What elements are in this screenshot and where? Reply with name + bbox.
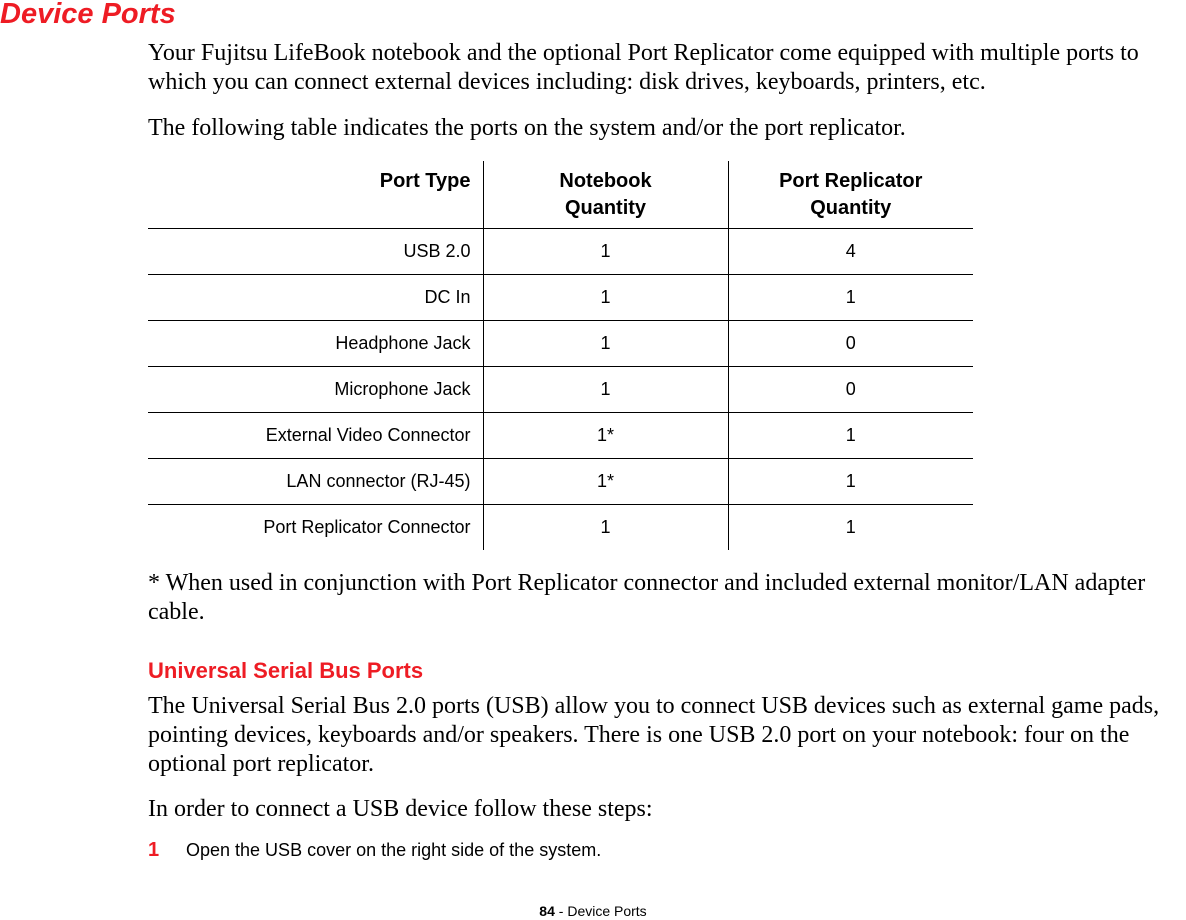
table-row: [148, 458, 973, 504]
table-row: [148, 228, 973, 274]
footnote-line-2: cable.: [148, 599, 205, 625]
footer-separator: -: [554, 903, 568, 919]
cell-replicator-quantity: 0: [845, 378, 856, 399]
cell-notebook-quantity: 1: [483, 366, 728, 412]
cell-port-type: Microphone Jack: [334, 378, 471, 399]
cell-replicator-quantity: 1: [845, 470, 856, 491]
cell-notebook-quantity: 1*: [483, 412, 728, 458]
table-intro-paragraph: The following table indicates the ports on the system and/or the port replicator.: [148, 115, 906, 141]
usb-paragraph-line-1: The Universal Serial Bus 2.0 ports (USB) allow you to connect USB devices such as external game pads,: [148, 693, 1160, 719]
cell-notebook-quantity: 1*: [483, 458, 728, 504]
footnote-line-1: * When used in conjunction with Port Replicator connector and included external monitor/LAN adapter: [148, 570, 1146, 596]
header-replicator-quantity: Port Replicator Quantity: [779, 170, 923, 219]
step-number: 1: [148, 839, 160, 861]
cell-port-type: DC In: [424, 286, 471, 307]
intro-paragraph-line-1: Your Fujitsu LifeBook notebook and the optional Port Replicator come equipped with multiple ports to: [148, 40, 1139, 66]
cell-replicator-quantity: 1: [845, 516, 856, 537]
cell-port-type: USB 2.0: [403, 240, 471, 261]
usb-paragraph-line-3: optional port replicator.: [148, 751, 374, 777]
cell-replicator-quantity: 1: [845, 286, 856, 307]
table-row: [148, 274, 973, 320]
usb-paragraph-line-2: pointing devices, keyboards and/or speakers. There is one USB 2.0 port on your notebook: four on the: [148, 722, 1130, 748]
header-notebook-quantity: Notebook Quantity: [483, 161, 728, 228]
intro-paragraph-line-2: which you can connect external devices including: disk drives, keyboards, printers, etc.: [148, 69, 986, 95]
cell-notebook-quantity: 1: [483, 274, 728, 320]
page-footer: [0, 902, 1186, 920]
table-row: [148, 366, 973, 412]
cell-replicator-quantity: 1: [845, 424, 856, 445]
step-text: Open the USB cover on the right side of the system.: [186, 840, 602, 860]
page-title: Device Ports: [0, 0, 176, 30]
cell-port-type: Port Replicator Connector: [263, 516, 471, 537]
cell-port-type: Headphone Jack: [335, 332, 471, 353]
cell-notebook-quantity: 1: [483, 320, 728, 366]
table-row: [148, 320, 973, 366]
table-row: [148, 412, 973, 458]
header-port-type: Port Type: [379, 170, 471, 192]
footer-section: Device Ports: [567, 903, 647, 919]
cell-notebook-quantity: 1: [483, 504, 728, 550]
cell-port-type: External Video Connector: [265, 424, 471, 445]
table-row: [148, 504, 973, 550]
cell-replicator-quantity: 4: [845, 240, 856, 261]
steps-intro: In order to connect a USB device follow these steps:: [148, 796, 653, 822]
step-item: [148, 836, 601, 864]
page-number: 84: [539, 903, 555, 919]
section-heading-usb: Universal Serial Bus Ports: [148, 658, 424, 683]
cell-replicator-quantity: 0: [845, 332, 856, 353]
ports-table: [148, 161, 973, 550]
cell-port-type: LAN connector (RJ-45): [286, 470, 471, 491]
table-header-row: [148, 161, 973, 228]
cell-notebook-quantity: 1: [483, 228, 728, 274]
